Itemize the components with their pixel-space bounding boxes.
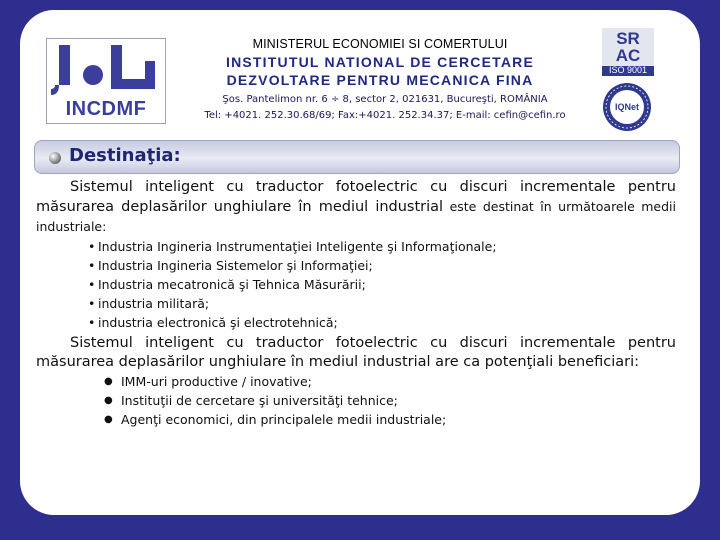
bullet-icon: • <box>88 296 96 311</box>
list-item-text: IMM-uri productive / inovative; <box>121 374 312 389</box>
section-title-bar <box>34 140 680 174</box>
list-item <box>36 410 676 429</box>
beneficiaries-list <box>36 372 676 429</box>
institute-name <box>185 53 575 89</box>
list-item <box>36 372 676 391</box>
list-item-text: Industria mecatronică şi Tehnica Măsurării; <box>98 277 366 292</box>
list-item-text: Instituţii de cercetare şi universităţi tehnice; <box>121 393 398 408</box>
institute-line-2: DEZVOLTARE PENTRU MECANICA FINA <box>226 72 534 88</box>
list-item-text: Industria Ingineria Instrumentaţiei Inteligente şi Informaţionale; <box>98 239 497 254</box>
iso-label: ISO 9001 <box>608 65 648 75</box>
address-block <box>175 92 595 124</box>
institute-line-1: INSTITUTUL NATIONAL DE CERCETARE <box>225 54 535 70</box>
slide-frame <box>20 10 700 515</box>
bullet-icon: • <box>88 258 96 273</box>
list-item <box>36 237 676 256</box>
list-item-text: Agenţi economici, din principalele medii industriale; <box>121 412 447 427</box>
content-body <box>36 178 676 429</box>
purpose-main-text: Sistemul inteligent cu traductor fotoelectric cu discuri incrementale pentru măsurarea deplasărilor unghiulare în mediul industrial <box>36 179 676 215</box>
iqnet-seal-icon <box>602 82 652 132</box>
iqnet-text: IQNet <box>614 102 640 112</box>
industry-list <box>36 237 676 332</box>
postal-address: Şos. Pantelimon nr. 6 ÷ 8, sector 2, 021631, Bucureşti, ROMÂNIA <box>222 94 548 105</box>
bullet-icon: • <box>88 315 96 330</box>
list-item <box>36 294 676 313</box>
bullet-icon: ● <box>104 376 113 387</box>
header <box>20 10 700 140</box>
iqnet-certification-logo <box>602 82 652 132</box>
ministry-name: MINISTERUL ECONOMIEI SI COMERTULUI <box>252 37 508 51</box>
purpose-tail-text: este destinat în următoarele medii industriale: <box>36 199 677 234</box>
bullet-icon: ● <box>104 414 113 425</box>
list-item-text: Industria Ingineria Sistemelor şi Informaţiei; <box>98 258 373 273</box>
beneficiaries-tail-text: are ca potenţiali beneficiari: <box>430 354 639 370</box>
beneficiaries-paragraph <box>36 334 676 372</box>
bullet-icon: • <box>88 239 96 254</box>
bullet-ball-icon <box>49 152 61 164</box>
list-item <box>36 256 676 275</box>
bullet-icon: • <box>88 277 96 292</box>
purpose-paragraph <box>36 178 676 237</box>
list-item <box>36 275 676 294</box>
list-item-text: industria militară; <box>98 296 210 311</box>
list-item-text: industria electronică şi electrotehnică; <box>98 315 338 330</box>
incdmf-logo-mark <box>47 39 165 101</box>
logo-text: INCDMF <box>65 98 147 120</box>
srac-certification-logo <box>602 28 654 76</box>
incdmf-logo <box>46 38 166 124</box>
section-title: Destinaţia: <box>69 145 181 166</box>
list-item <box>36 391 676 410</box>
srac-label: SR AC <box>602 28 654 66</box>
beneficiaries-main-text: Sistemul inteligent cu traductor fotoelectric cu discuri incrementale pentru măsurarea deplasărilor unghiulare în mediul industrial <box>36 335 676 370</box>
bullet-icon: ● <box>104 395 113 406</box>
contact-info: Tel: +4021. 252.30.68/69; Fax:+4021. 252.34.37; E-mail: cefin@cefin.ro <box>204 110 566 121</box>
list-item <box>36 313 676 332</box>
